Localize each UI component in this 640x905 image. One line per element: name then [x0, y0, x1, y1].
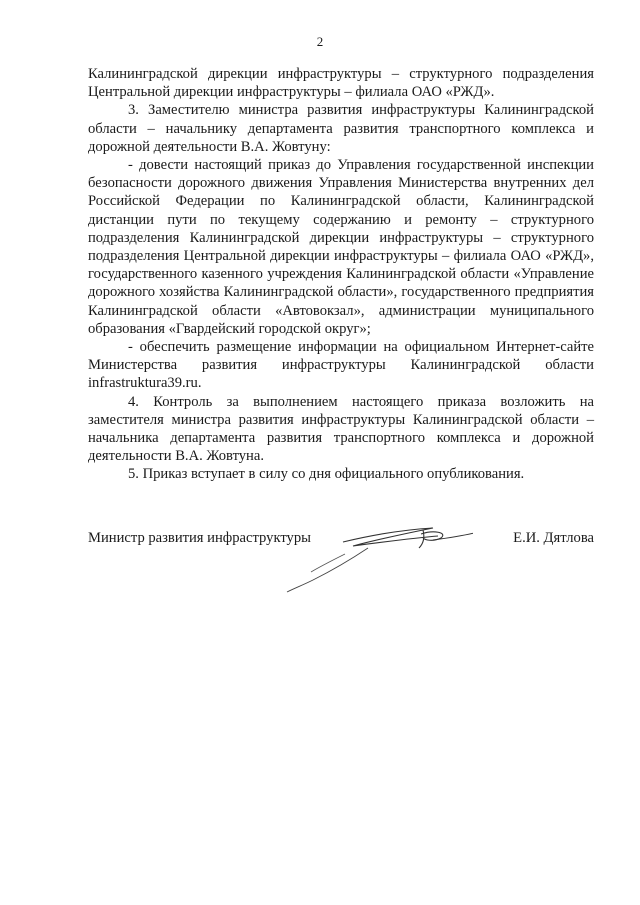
handwritten-signature [273, 518, 473, 598]
paragraph-item-4: 4. Контроль за выполнением настоящего приказа возложить на заместителя министра развития инфраструктуры Калининградской области – начальника департамента развития транспортного комплекса и дорожной деятельности В.А. Жовтуна. [88, 393, 594, 465]
paragraph-item-3: 3. Заместителю министра развития инфраструктуры Калининградской области – начальнику департамента развития транспортного комплекса и дорожной деятельности В.А. Жовтуну: [88, 102, 594, 155]
paragraph-subitem-publish: - обеспечить размещение информации на официальном Интернет-сайте Министерства развития инфраструктуры Калининградской области infrastruktura39.ru. [88, 339, 594, 392]
paragraph-continuation: Калининградской дирекции инфраструктуры – структурного подразделения Центральной дирекции инфраструктуры – филиала ОАО «РЖД». [88, 66, 594, 101]
document-body [88, 65, 594, 484]
paragraph-item-5: 5. Приказ вступает в силу со дня официального опубликования. [128, 466, 525, 483]
page-number: 2 [316, 34, 324, 49]
signature-block [88, 530, 594, 610]
signatory-position: Министр развития инфраструктуры [88, 530, 311, 546]
signatory-name: Е.И. Дятлова [513, 530, 594, 546]
paragraph-subitem-notify: - довести настоящий приказ до Управления государственной инспекции безопасности дорожного движения Управления Министерства внутренних дел Российской Федерации по Калининградской области, Калининградской дистанции пути по текущему содержанию и ремонту – структурного подразделения Калининградской дирекции инфраструктуры – структурного подразделения Центральной дирекции инфраструктуры – филиала ОАО «РЖД», государственного казенного учреждения Калининградской области «Управление дорожного хозяйства Калининградской области», государственного предприятия Калининградской области «Автовокзал», администрации муниципального образования «Гвардейский городской округ»; [88, 157, 594, 337]
